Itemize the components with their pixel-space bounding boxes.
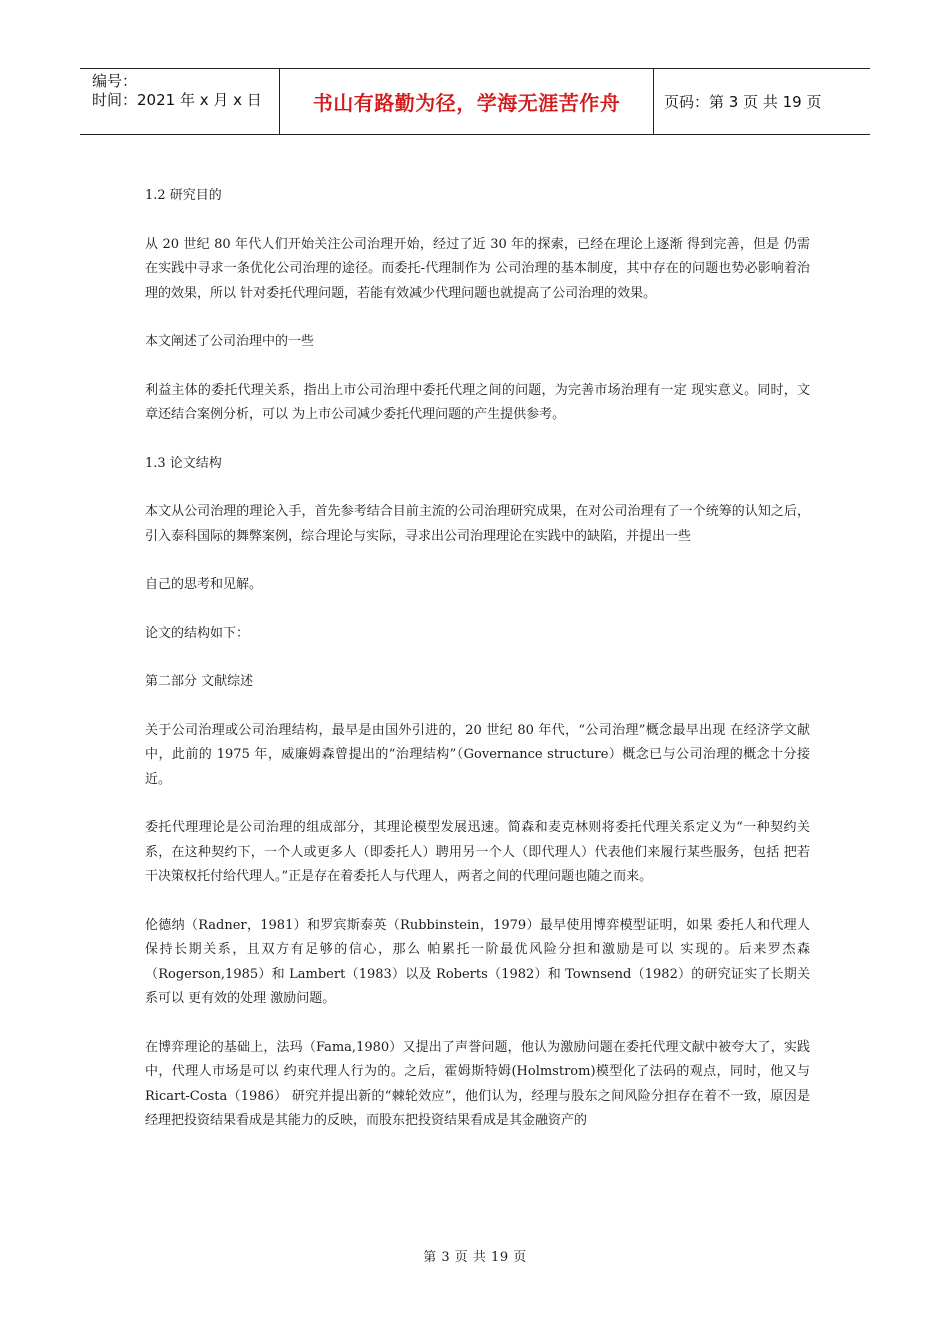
document-header	[80, 68, 870, 135]
document-number-label: 编号：	[92, 72, 138, 90]
paragraph: 委托代理理论是公司治理的组成部分，其理论模型发展迅速。简森和麦克林则将委托代理关系定义为“一种契约关系，在这种契约下，一个人或更多人（即委托人）聘用另一个人（即代理人）代表他们来履行某些服务，包括 把若干决策权托付给代理人。”正是存在着委托人与代理人，两者之间的代理问题也随之而来。	[145, 820, 810, 884]
header-meta	[80, 69, 280, 134]
page-footer: 第 3 页 共 19 页	[423, 1250, 527, 1265]
section-heading: 1.3 论文结构	[145, 455, 222, 471]
paragraph: 论文的结构如下：	[145, 625, 250, 641]
paragraph: 关于公司治理或公司治理结构，最早是由国外引进的，20 世纪 80 年代，“公司治理”概念最早出现 在经济学文献中，此前的 1975 年，威廉姆森曾提出的“治理结构”（Governance structure）概念已与公司治理的概念十分接近。	[145, 722, 810, 787]
document-body	[145, 184, 810, 1158]
paragraph: 在博弈理论的基础上，法玛（Fama,1980）又提出了声誉问题，他认为激励问题在委托代理文献中被夸大了，实践中，代理人市场是可以 约束代理人行为的。之后，霍姆斯特姆(Holmstrom)模型化了法码的观点，同时，他又与 Ricart-Costa（1986） 研究并提出新的“棘轮效应”，他们认为，经理与股东之间风险分担存在着不一致，原因是经理把投资结果看成是其能力的反映，而股东把投资结果看成是其金融资产的	[145, 1039, 810, 1128]
paragraph: 本文从公司治理的理论入手，首先参考结合目前主流的公司治理研究成果，在对公司治理有了一个统筹的认知之后，引入泰科国际的舞弊案例，综合理论与实际，寻求出公司治理理论在实践中的缺陷，并提出一些	[145, 504, 810, 544]
header-page-info: 页码：第 3 页 共 19 页	[664, 93, 822, 111]
section-subheading: 第二部分 文献综述	[145, 674, 254, 689]
header-motto: 书山有路勤为径，学海无涯苦作舟	[280, 69, 654, 134]
paragraph: 本文阐述了公司治理中的一些	[145, 334, 315, 349]
paragraph: 利益主体的委托代理关系，指出上市公司治理中委托代理之间的问题，为完善市场治理有一定 现实意义。同时，文章还结合案例分析，可以 为上市公司减少委托代理问题的产生提供参考。	[145, 382, 810, 422]
section-heading: 1.2 研究目的	[145, 188, 222, 203]
paragraph: 从 20 世纪 80 年代人们开始关注公司治理开始，经过了近 30 年的探索，已经在理论上逐渐 得到完善，但是 仍需在实践中寻求一条优化公司治理的途径。而委托-代理制作为 公司治理的基本制度，其中存在的问题也势必影响着治理的效果，所以 针对委托代理问题，若能有效减少代理问题也就提高了公司治理的效果。	[145, 236, 810, 301]
paragraph: 自己的思考和见解。	[145, 577, 263, 592]
document-time-label: 时间：2021 年 x 月 x 日	[92, 91, 262, 109]
paragraph: 伦德纳（Radner，1981）和罗宾斯泰英（Rubbinstein，1979）最早使用博弈模型证明，如果 委托人和代理人保持长期关系，且双方有足够的信心，那么 帕累托一阶最优风险分担和激励是可以 实现的。后来罗杰森（Rogerson,1985）和 Lambert（1983）以及 Roberts（1982）和 Townsend（1982）的研究证实了长期关系可以 更有效的处理 激励问题。	[145, 917, 810, 1006]
